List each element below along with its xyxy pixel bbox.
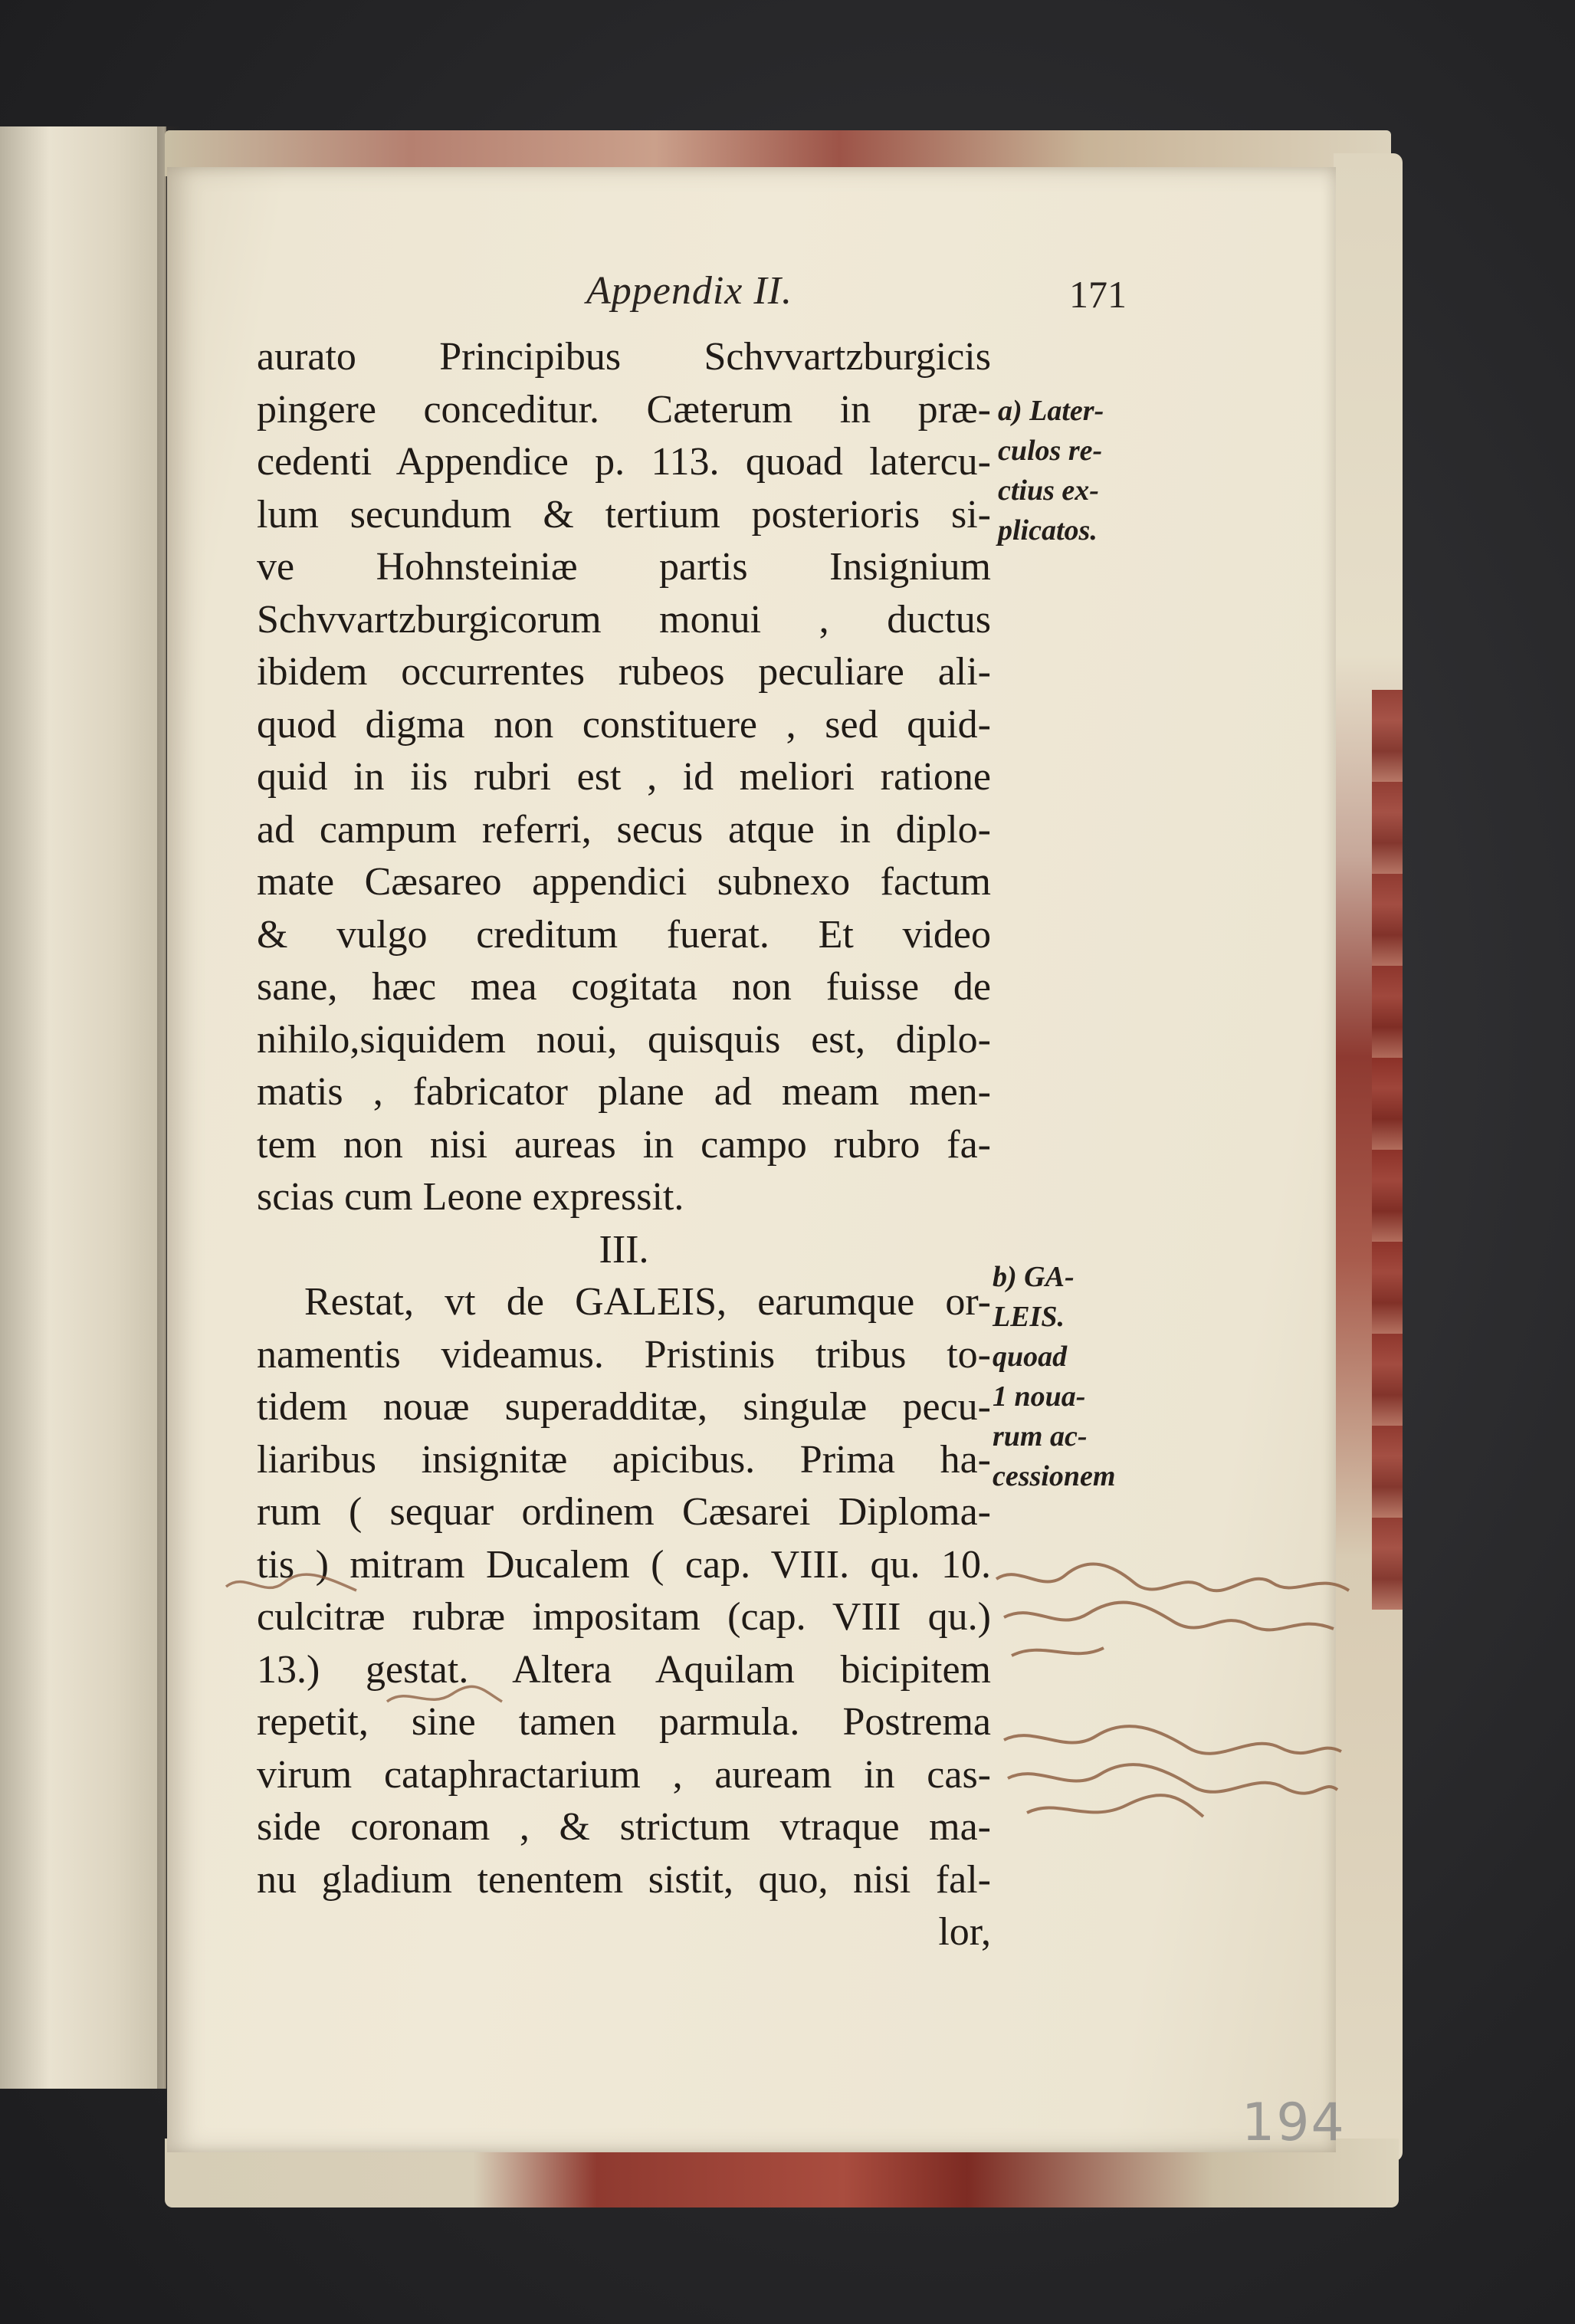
margin-note-b <box>993 1257 1115 1496</box>
handwritten-annotation-mid <box>383 1679 506 1717</box>
text-line: nu gladium tenentem sistit, quo, nisi fal- <box>257 1857 991 1902</box>
text-line: cedenti Appendice p. 113. quoad latercu- <box>257 440 991 484</box>
text-line: side coronam , & strictum vtraque ma- <box>257 1805 991 1849</box>
text-line: ad campum referri, secus atque in diplo- <box>257 807 991 852</box>
text-line: Restat, vt de GALEIS, earumque or- <box>304 1280 991 1324</box>
text-line: virum cataphractarium , auream in cas- <box>257 1752 991 1797</box>
text-line: liaribus insignitæ apicibus. Prima ha- <box>257 1437 991 1482</box>
text-line: matis , fabricator plane ad meam men- <box>257 1070 991 1114</box>
text-line: aurato Principibus Schvvartzburgicis <box>257 335 991 379</box>
pencil-folio-number: 194 <box>1242 2093 1346 2153</box>
left-facing-page-edge <box>0 126 166 2089</box>
margin-note-a <box>998 391 1104 550</box>
margin-note-line: a) Later- <box>998 395 1104 427</box>
margin-note-line: b) GA- <box>993 1261 1075 1293</box>
margin-note-line: rum ac- <box>993 1420 1088 1452</box>
text-line: quid in iis rubri est , id meliori ratione <box>257 755 991 799</box>
text-line: quod digma non constituere , sed quid- <box>257 702 991 747</box>
text-line: rum ( sequar ordinem Cæsarei Diploma- <box>257 1490 991 1534</box>
margin-note-line: culos re- <box>998 435 1103 467</box>
text-line: Schvvartzburgicorum monui , ductus <box>257 597 991 642</box>
text-line: tem non nisi aureas in campo rubro fa- <box>257 1122 991 1167</box>
body-text <box>257 331 991 1959</box>
handwritten-annotation-left <box>222 1564 360 1610</box>
text-line: scias cum Leone expressit. <box>257 1175 684 1219</box>
page-number: 171 <box>1069 273 1127 316</box>
text-line: ve Hohnsteiniæ partis Insignium <box>257 545 991 589</box>
text-line: culcitræ rubræ impositam (cap. VIII qu.) <box>257 1595 991 1639</box>
marbled-binding-right-strip <box>1372 690 1403 1610</box>
handwritten-annotation-lower <box>996 1717 1349 1832</box>
margin-note-line: plicatos. <box>998 514 1098 547</box>
margin-note-line: 1 noua- <box>993 1380 1086 1413</box>
margin-note-line: LEIS. <box>993 1301 1065 1333</box>
text-line: pingere conceditur. Cæterum in præ- <box>257 387 991 432</box>
margin-note-line: ctius ex- <box>998 474 1099 507</box>
section-number: III. <box>599 1227 649 1272</box>
text-line: tidem nouæ superadditæ, singulæ pecu- <box>257 1385 991 1429</box>
text-line: & vulgo creditum fuerat. Et video <box>257 912 991 957</box>
text-line: lum secundum & tertium posterioris si- <box>257 492 991 537</box>
handwritten-annotation-upper <box>989 1548 1357 1679</box>
margin-note-line: quoad <box>993 1341 1068 1373</box>
text-line: sane, hæc mea cogitata non fuisse de <box>257 965 991 1009</box>
text-line: ibidem occurrentes rubeos peculiare ali- <box>257 650 991 694</box>
margin-note-line: cessionem <box>993 1460 1116 1492</box>
text-line: namentis videamus. Pristinis tribus to- <box>257 1332 991 1377</box>
catchword: lor, <box>938 1910 991 1954</box>
text-line: tis ) mitram Ducalem ( cap. VIII. qu. 10. <box>257 1542 991 1587</box>
text-line: mate Cæsareo appendici subnexo factum <box>257 860 991 904</box>
running-head-title: Appendix II. <box>586 269 793 313</box>
text-line: 13.) gestat. Altera Aquilam bicipitem <box>257 1647 991 1692</box>
text-line: nihilo,siquidem noui, quisquis est, diplo- <box>257 1017 991 1062</box>
text-line: repetit, sine tamen parmula. Postrema <box>257 1700 991 1744</box>
